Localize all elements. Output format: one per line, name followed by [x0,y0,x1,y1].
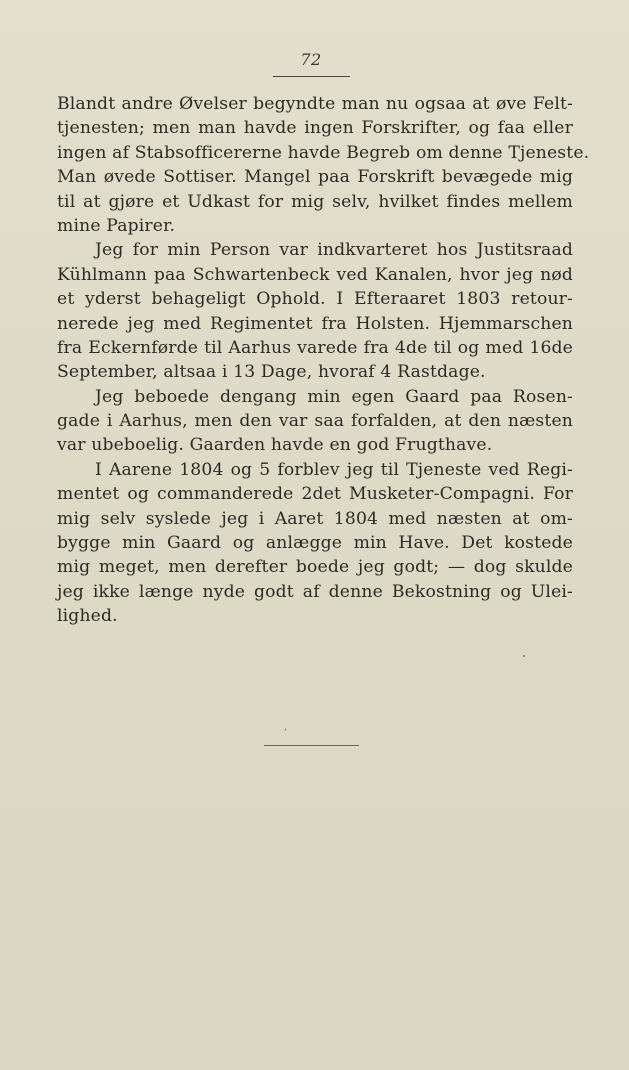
text-line: mig meget, men derefter boede jeg godt; — dog skulde [57,557,573,578]
text-line: bygge min Gaard og anlægge min Have. Det kostede [57,533,573,554]
paper-speck [285,728,286,731]
page-number: 72 [300,50,322,69]
text-line: et yderst behageligt Ophold. I Efteraaret 1803 retour- [57,289,573,310]
text-line: ingen af Stabsofficererne havde Begreb om denne Tjeneste. [57,142,590,163]
text-line: lighed. [57,606,118,627]
text-line: var ubeboelig. Gaarden havde en god Frugthave. [57,435,493,456]
text-line: tjenesten; men man havde ingen Forskrifter, og faa eller [57,118,573,139]
text-line: Jeg beboede dengang min egen Gaard paa Rosen- [95,386,573,407]
text-line: Jeg for min Person var indkvarteret hos Justitsraad [95,240,573,261]
text-line: Man øvede Sottiser. Mangel paa Forskrift bevægede mig [57,167,573,188]
text-line: mentet og commanderede 2det Musketer-Compagni. For [57,484,573,505]
text-line: mine Papirer. [57,215,176,236]
text-line: Blandt andre Øvelser begyndte man nu ogsaa at øve Felt- [57,94,573,114]
header-rule [273,76,350,77]
text-line: jeg ikke længe nyde godt af denne Bekostning og Ulei- [57,581,573,602]
text-line: til at gjøre et Udkast for mig selv, hvilket findes mellem [57,191,573,212]
text-line: mig selv syslede jeg i Aaret 1804 med næsten at om- [57,508,573,529]
text-line: September, altsaa i 13 Dage, hvoraf 4 Rastdage. [57,362,486,383]
body-text [57,92,590,629]
end-rule [264,745,359,746]
text-line: Kühlmann paa Schwartenbeck ved Kanalen, hvor jeg nød [57,264,573,285]
text-line: I Aarene 1804 og 5 forblev jeg til Tjeneste ved Regi- [95,459,573,480]
text-line: fra Eckernførde til Aarhus varede fra 4de til og med 16de [57,337,573,358]
text-line: gade i Aarhus, men den var saa forfalden, at den næsten [57,411,573,432]
text-line: nerede jeg med Regimentet fra Holsten. Hjemmarschen [57,313,573,334]
paper-speck [523,655,525,657]
